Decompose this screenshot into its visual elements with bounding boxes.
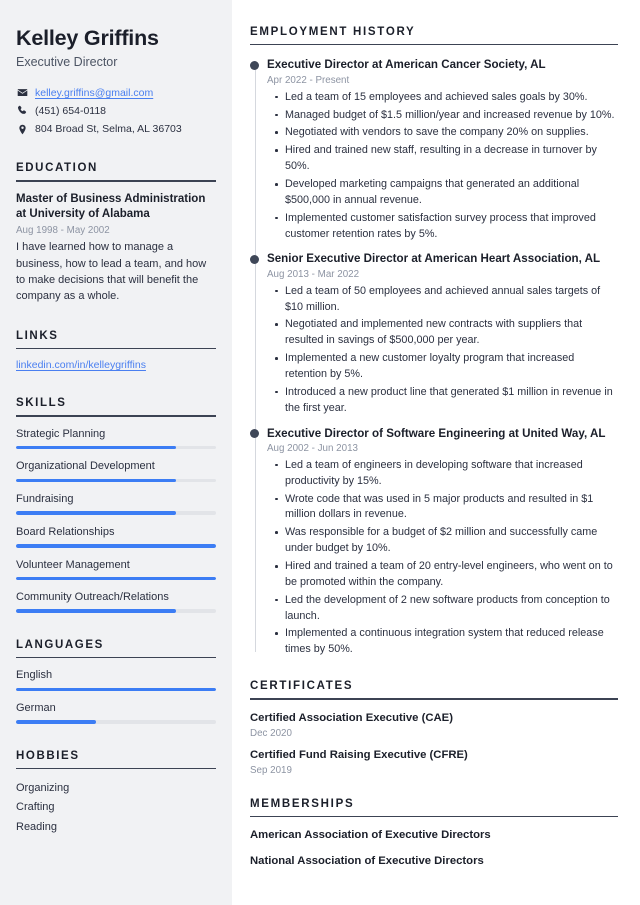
skills-divider bbox=[16, 415, 216, 416]
contact-row bbox=[16, 104, 216, 118]
language-label: English bbox=[16, 669, 53, 682]
employment-bullet: Managed budget of $1.5 million/year and increased revenue by 10%. bbox=[283, 108, 618, 124]
skills-list bbox=[16, 427, 216, 613]
certificate-entry bbox=[250, 711, 618, 739]
education-divider bbox=[16, 180, 216, 181]
timeline-dot-icon bbox=[250, 429, 259, 438]
links-heading: LINKS bbox=[16, 329, 59, 342]
contact-value: 804 Broad St, Selma, AL 36703 bbox=[35, 123, 182, 136]
hobbies-section bbox=[16, 750, 216, 837]
level-bar-fill bbox=[16, 577, 216, 580]
employment-date: Apr 2022 - Present bbox=[267, 74, 350, 86]
skills-section bbox=[16, 397, 216, 613]
certificate-date: Dec 2020 bbox=[250, 727, 292, 739]
employment-entry bbox=[267, 57, 618, 242]
memberships-heading: MEMBERSHIPS bbox=[250, 798, 355, 811]
hobbies-heading: HOBBIES bbox=[16, 749, 80, 762]
level-bar-track bbox=[16, 446, 216, 449]
skill-item bbox=[16, 492, 216, 515]
skill-label: Board Relationships bbox=[16, 525, 115, 538]
languages-divider bbox=[16, 657, 216, 658]
employment-bullet: Introduced a new product line that generated $1 million in revenue in the first year. bbox=[283, 385, 618, 417]
membership-title: National Association of Executive Directors bbox=[250, 854, 484, 867]
contact-row bbox=[16, 122, 216, 136]
certificates-divider bbox=[250, 698, 618, 699]
languages-section bbox=[16, 639, 216, 724]
education-degree: Master of Business Administration at University of Alabama bbox=[16, 192, 206, 221]
employment-role: Executive Director of Software Engineering at United Way, AL bbox=[267, 426, 606, 440]
links-list bbox=[16, 359, 216, 371]
certificate-title: Certified Fund Raising Executive (CFRE) bbox=[250, 748, 468, 761]
page-title: Kelley Griffins bbox=[16, 26, 159, 50]
employment-timeline bbox=[250, 57, 618, 658]
timeline-dot-icon bbox=[250, 61, 259, 70]
employment-entry bbox=[267, 251, 618, 416]
employment-bullet: Implemented a new customer loyalty program that increased retention by 5%. bbox=[283, 351, 618, 383]
certificate-title: Certified Association Executive (CAE) bbox=[250, 711, 453, 724]
certificates-heading: CERTIFICATES bbox=[250, 680, 354, 693]
main-content bbox=[232, 0, 640, 905]
employment-bullet: Negotiated with vendors to save the company 20% on supplies. bbox=[283, 125, 618, 141]
memberships-section bbox=[250, 798, 618, 869]
membership-title: American Association of Executive Directors bbox=[250, 829, 491, 842]
skill-label: Volunteer Management bbox=[16, 558, 130, 571]
education-heading: EDUCATION bbox=[16, 162, 98, 175]
skill-label: Strategic Planning bbox=[16, 427, 106, 440]
skill-item bbox=[16, 558, 216, 581]
employment-role: Senior Executive Director at American Heart Association, AL bbox=[267, 252, 601, 266]
hobby-item: Reading bbox=[16, 820, 57, 833]
employment-bullet: Negotiated and implemented new contracts with suppliers that resulted in savings of $500,000 per year. bbox=[283, 317, 618, 349]
skill-label: Fundraising bbox=[16, 493, 74, 506]
level-bar-fill bbox=[16, 609, 176, 612]
employment-history-section bbox=[250, 26, 618, 658]
employment-bullet-list bbox=[267, 284, 618, 417]
education-date: Aug 1998 - May 2002 bbox=[16, 225, 110, 237]
language-item bbox=[16, 668, 216, 691]
contact-row[interactable] bbox=[16, 86, 216, 100]
level-bar-fill bbox=[16, 446, 176, 449]
skill-item bbox=[16, 590, 216, 613]
level-bar-track bbox=[16, 479, 216, 482]
employment-role: Executive Director at American Cancer Society, AL bbox=[267, 58, 546, 72]
employment-bullet: Developed marketing campaigns that generated an additional $500,000 in annual revenue. bbox=[283, 177, 618, 209]
sidebar bbox=[0, 0, 232, 905]
contact-value: (451) 654-0118 bbox=[35, 104, 107, 117]
education-item bbox=[16, 192, 216, 304]
contact-email-link[interactable]: kelley.griffins@gmail.com bbox=[35, 86, 154, 99]
memberships-divider bbox=[250, 816, 618, 817]
memberships-list bbox=[250, 828, 618, 869]
education-section bbox=[16, 162, 216, 304]
profile-job-title: Executive Director bbox=[16, 54, 118, 69]
level-bar-track bbox=[16, 720, 216, 723]
links-section bbox=[16, 330, 216, 371]
envelope-icon bbox=[16, 87, 28, 98]
hobbies-divider bbox=[16, 768, 216, 769]
languages-heading: LANGUAGES bbox=[16, 638, 104, 651]
phone-icon bbox=[16, 105, 28, 116]
employment-history-heading: EMPLOYMENT HISTORY bbox=[250, 26, 416, 38]
employment-bullet: Hired and trained a team of 20 entry-level engineers, who went on to be promoted within the company. bbox=[283, 559, 618, 591]
employment-bullet: Led a team of engineers in developing software that increased productivity by 15%. bbox=[283, 458, 618, 490]
membership-entry bbox=[250, 854, 618, 869]
hobby-item: Organizing bbox=[16, 782, 70, 795]
level-bar-fill bbox=[16, 688, 216, 691]
level-bar-fill bbox=[16, 544, 216, 547]
timeline-dot-icon bbox=[250, 255, 259, 264]
employment-bullet: Led the development of 2 new software products from conception to launch. bbox=[283, 593, 618, 625]
education-list bbox=[16, 192, 216, 304]
skill-label: Community Outreach/Relations bbox=[16, 591, 169, 604]
level-bar-track bbox=[16, 544, 216, 547]
education-description: I have learned how to manage a business, how to lead a team, and how to make decisions that will benefit the company as a whole. bbox=[16, 241, 207, 302]
level-bar-track bbox=[16, 511, 216, 514]
skill-label: Organizational Development bbox=[16, 460, 155, 473]
employment-bullet: Led a team of 50 employees and achieved annual sales targets of $10 million. bbox=[283, 284, 618, 316]
skill-item bbox=[16, 459, 216, 482]
employment-bullet: Led a team of 15 employees and achieved sales goals by 30%. bbox=[283, 90, 618, 106]
employment-bullet-list bbox=[267, 458, 618, 658]
hobby-item: Crafting bbox=[16, 801, 55, 814]
employment-date: Aug 2002 - Jun 2013 bbox=[267, 442, 358, 454]
employment-bullet: Was responsible for a budget of $2 million and successfully came under budget by 10%. bbox=[283, 525, 618, 557]
level-bar-track bbox=[16, 688, 216, 691]
profile-link[interactable]: linkedin.com/in/kelleygriffins bbox=[16, 359, 146, 372]
skills-heading: SKILLS bbox=[16, 397, 67, 410]
certificate-entry bbox=[250, 748, 618, 776]
level-bar-fill bbox=[16, 720, 96, 723]
employment-date: Aug 2013 - Mar 2022 bbox=[267, 268, 360, 280]
employment-bullet: Wrote code that was used in 5 major products and resulted in $1 million dollars in revenue. bbox=[283, 492, 618, 524]
links-divider bbox=[16, 348, 216, 349]
level-bar-track bbox=[16, 577, 216, 580]
hobbies-list bbox=[16, 779, 216, 837]
languages-list bbox=[16, 668, 216, 723]
certificates-section bbox=[250, 680, 618, 776]
map-pin-icon bbox=[16, 124, 28, 135]
membership-entry bbox=[250, 828, 618, 843]
employment-bullet: Hired and trained new staff, resulting in a decrease in turnover by 50%. bbox=[283, 143, 618, 175]
skill-item bbox=[16, 427, 216, 450]
language-label: German bbox=[16, 701, 56, 714]
employment-history-divider bbox=[250, 44, 618, 45]
level-bar-fill bbox=[16, 479, 176, 482]
level-bar-fill bbox=[16, 511, 176, 514]
certificate-date: Sep 2019 bbox=[250, 765, 292, 777]
certificates-list bbox=[250, 711, 618, 777]
employment-bullet: Implemented customer satisfaction survey process that improved customer retention rates by 5%. bbox=[283, 211, 618, 243]
skill-item bbox=[16, 525, 216, 548]
employment-bullet-list bbox=[267, 90, 618, 243]
level-bar-track bbox=[16, 609, 216, 612]
contact-list bbox=[16, 86, 216, 137]
employment-entry bbox=[267, 426, 618, 659]
language-item bbox=[16, 701, 216, 724]
employment-bullet: Implemented a continuous integration system that reduced release times by 50%. bbox=[283, 626, 618, 658]
